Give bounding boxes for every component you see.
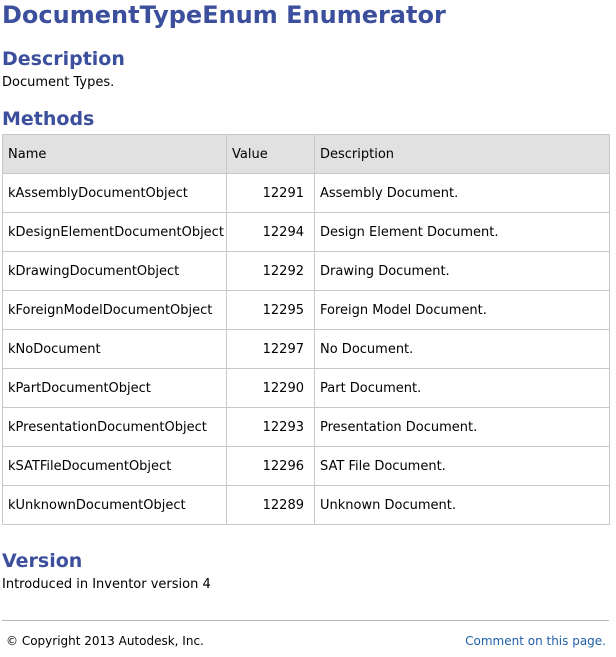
table-row (3, 447, 610, 486)
enum-value: 12295 (227, 291, 315, 330)
enum-description: Unknown Document. (315, 486, 610, 525)
copyright-text: © Copyright 2013 Autodesk, Inc. (6, 634, 204, 648)
enum-name: kForeignModelDocumentObject (3, 291, 227, 330)
description-text: Document Types. (2, 75, 115, 90)
enum-description: Foreign Model Document. (315, 291, 610, 330)
enum-description: Drawing Document. (315, 252, 610, 291)
column-header-value: Value (227, 135, 315, 174)
table-row (3, 408, 610, 447)
enum-name: kDrawingDocumentObject (3, 252, 227, 291)
enum-description: No Document. (315, 330, 610, 369)
enum-name: kUnknownDocumentObject (3, 486, 227, 525)
page-title: DocumentTypeEnum Enumerator (2, 1, 446, 29)
comment-link[interactable]: Comment on this page. (465, 634, 606, 648)
column-header-description: Description (315, 135, 610, 174)
table-row (3, 174, 610, 213)
enum-name: kDesignElementDocumentObject (3, 213, 227, 252)
enum-name: kAssemblyDocumentObject (3, 174, 227, 213)
version-text: Introduced in Inventor version 4 (2, 577, 211, 592)
table-row (3, 330, 610, 369)
enum-value: 12293 (227, 408, 315, 447)
enum-value: 12292 (227, 252, 315, 291)
enum-name: kPresentationDocumentObject (3, 408, 227, 447)
description-heading: Description (2, 48, 125, 70)
enum-description: Presentation Document. (315, 408, 610, 447)
table-header-row (3, 135, 610, 174)
enum-value: 12296 (227, 447, 315, 486)
table-row (3, 369, 610, 408)
table-row (3, 213, 610, 252)
enum-value: 12291 (227, 174, 315, 213)
version-heading: Version (2, 550, 83, 572)
table-row (3, 252, 610, 291)
methods-table (2, 134, 610, 525)
enum-value: 12289 (227, 486, 315, 525)
enum-name: kSATFileDocumentObject (3, 447, 227, 486)
table-row (3, 486, 610, 525)
enum-description: SAT File Document. (315, 447, 610, 486)
enum-name: kNoDocument (3, 330, 227, 369)
enum-name: kPartDocumentObject (3, 369, 227, 408)
enum-value: 12297 (227, 330, 315, 369)
methods-heading: Methods (2, 108, 95, 130)
enum-description: Part Document. (315, 369, 610, 408)
enum-value: 12294 (227, 213, 315, 252)
column-header-name: Name (3, 135, 227, 174)
enum-description: Design Element Document. (315, 213, 610, 252)
table-row (3, 291, 610, 330)
enum-value: 12290 (227, 369, 315, 408)
footer-divider (2, 620, 609, 621)
enum-description: Assembly Document. (315, 174, 610, 213)
